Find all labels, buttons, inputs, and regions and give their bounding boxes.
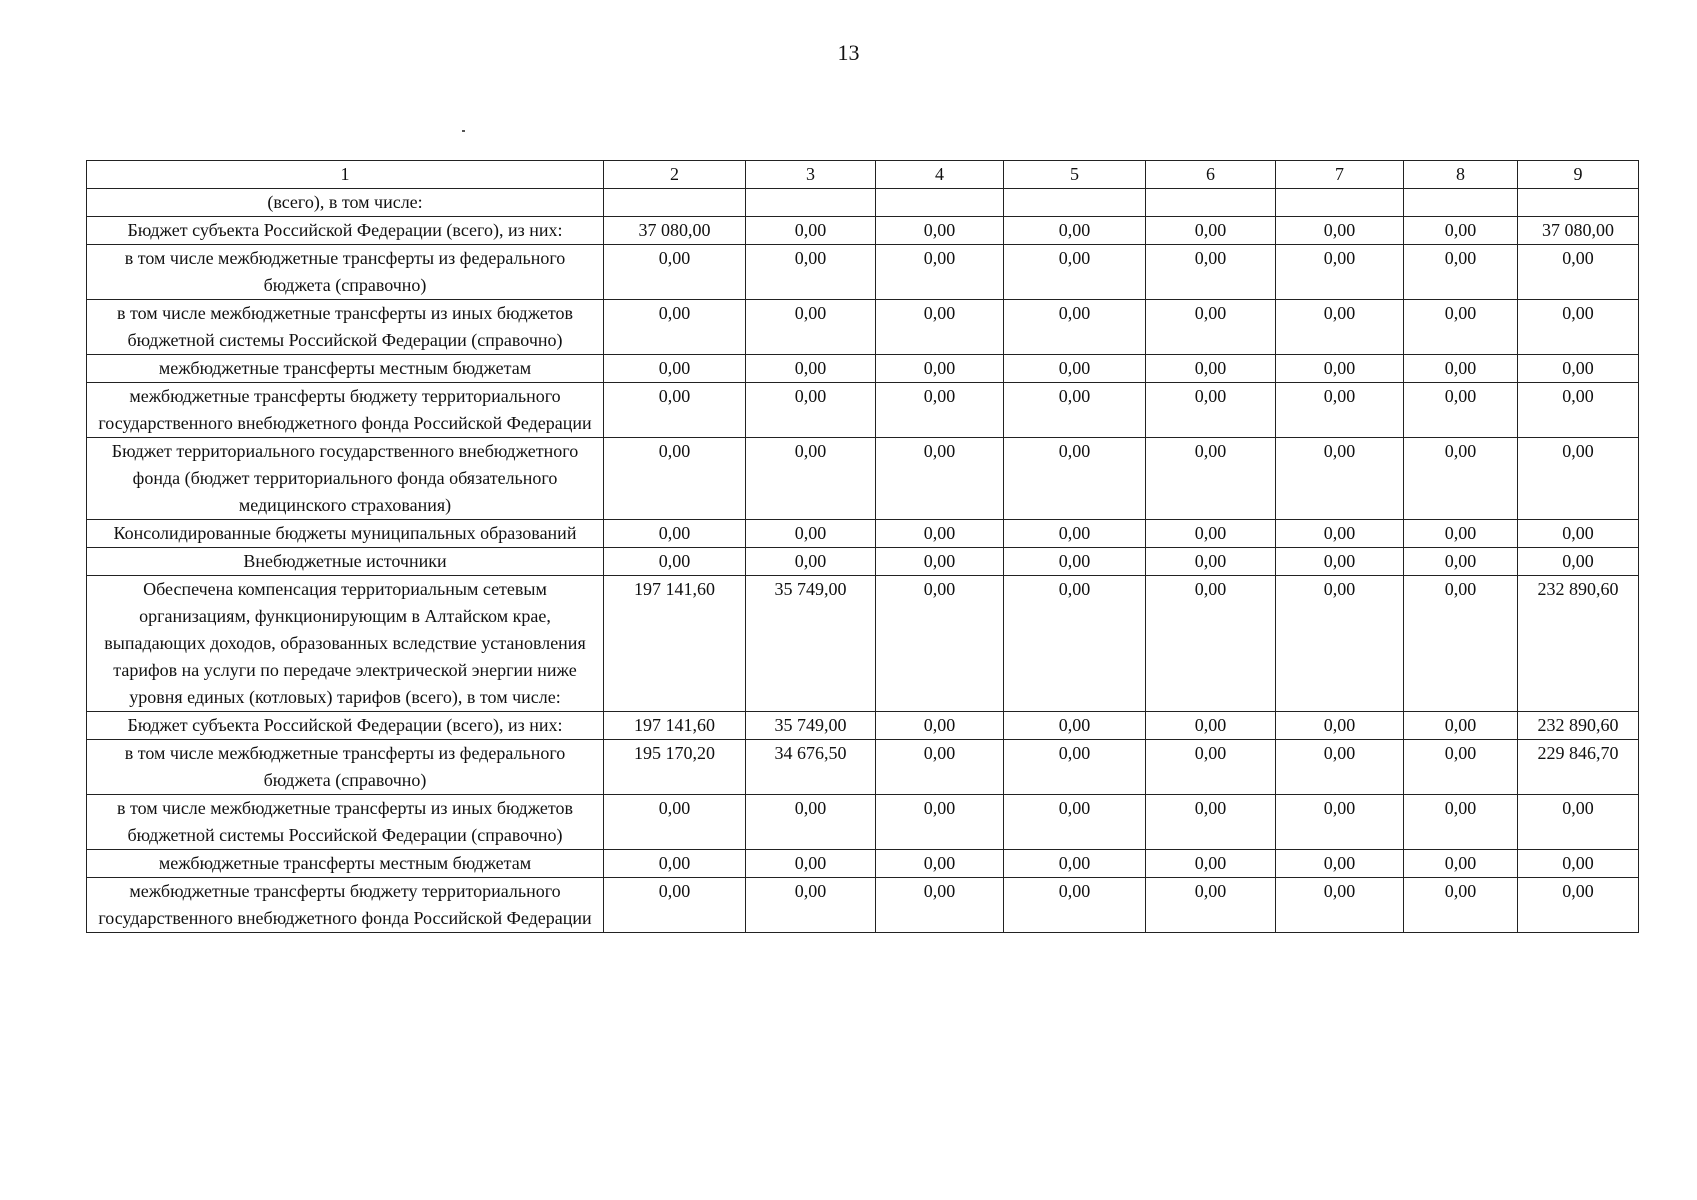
- row-label: Консолидированные бюджеты муниципальных образований: [87, 520, 604, 548]
- cell-col-7: 0,00: [1276, 438, 1404, 520]
- cell-col-9: 0,00: [1518, 355, 1639, 383]
- cell-col-9: 0,00: [1518, 245, 1639, 300]
- table-row: [87, 740, 1639, 795]
- column-header-5: 5: [1004, 161, 1146, 189]
- cell-col-3: 0,00: [746, 300, 876, 355]
- cell-col-6: 0,00: [1146, 740, 1276, 795]
- cell-col-3: 0,00: [746, 548, 876, 576]
- cell-col-3: 0,00: [746, 878, 876, 933]
- cell-col-2: 197 141,60: [604, 576, 746, 712]
- table-body: [87, 189, 1639, 933]
- cell-col-7: 0,00: [1276, 520, 1404, 548]
- row-label: Внебюджетные источники: [87, 548, 604, 576]
- cell-col-5: [1004, 189, 1146, 217]
- cell-col-2: 0,00: [604, 438, 746, 520]
- cell-col-9: 229 846,70: [1518, 740, 1639, 795]
- cell-col-6: 0,00: [1146, 878, 1276, 933]
- cell-col-6: 0,00: [1146, 712, 1276, 740]
- column-header-1: 1: [87, 161, 604, 189]
- cell-col-6: 0,00: [1146, 438, 1276, 520]
- cell-col-5: 0,00: [1004, 438, 1146, 520]
- row-label: в том числе межбюджетные трансферты из федерального бюджета (справочно): [87, 740, 604, 795]
- cell-col-2: 0,00: [604, 383, 746, 438]
- cell-col-3: 35 749,00: [746, 712, 876, 740]
- cell-col-3: [746, 189, 876, 217]
- table-row: [87, 520, 1639, 548]
- cell-col-5: 0,00: [1004, 355, 1146, 383]
- cell-col-4: 0,00: [876, 438, 1004, 520]
- cell-col-4: [876, 189, 1004, 217]
- column-header-3: 3: [746, 161, 876, 189]
- cell-col-8: 0,00: [1404, 300, 1518, 355]
- cell-col-4: 0,00: [876, 548, 1004, 576]
- cell-col-7: 0,00: [1276, 245, 1404, 300]
- cell-col-6: 0,00: [1146, 217, 1276, 245]
- cell-col-4: 0,00: [876, 520, 1004, 548]
- cell-col-8: 0,00: [1404, 795, 1518, 850]
- table-row: [87, 300, 1639, 355]
- cell-col-7: 0,00: [1276, 740, 1404, 795]
- cell-col-5: 0,00: [1004, 383, 1146, 438]
- cell-col-6: 0,00: [1146, 245, 1276, 300]
- column-header-9: 9: [1518, 161, 1639, 189]
- table-row: [87, 217, 1639, 245]
- cell-col-2: 37 080,00: [604, 217, 746, 245]
- cell-col-8: 0,00: [1404, 878, 1518, 933]
- cell-col-7: 0,00: [1276, 878, 1404, 933]
- cell-col-4: 0,00: [876, 576, 1004, 712]
- column-header-7: 7: [1276, 161, 1404, 189]
- cell-col-6: 0,00: [1146, 520, 1276, 548]
- cell-col-9: 232 890,60: [1518, 576, 1639, 712]
- cell-col-8: 0,00: [1404, 438, 1518, 520]
- row-label: в том числе межбюджетные трансферты из федерального бюджета (справочно): [87, 245, 604, 300]
- column-header-2: 2: [604, 161, 746, 189]
- row-label: межбюджетные трансферты местным бюджетам: [87, 850, 604, 878]
- cell-col-9: 0,00: [1518, 438, 1639, 520]
- cell-col-5: 0,00: [1004, 712, 1146, 740]
- cell-col-4: 0,00: [876, 383, 1004, 438]
- cell-col-8: 0,00: [1404, 217, 1518, 245]
- cell-col-3: 0,00: [746, 438, 876, 520]
- row-label: в том числе межбюджетные трансферты из иных бюджетов бюджетной системы Российской Федерации (справочно): [87, 300, 604, 355]
- cell-col-7: 0,00: [1276, 850, 1404, 878]
- cell-col-2: 0,00: [604, 795, 746, 850]
- cell-col-5: 0,00: [1004, 740, 1146, 795]
- cell-col-8: 0,00: [1404, 383, 1518, 438]
- column-header-4: 4: [876, 161, 1004, 189]
- cell-col-5: 0,00: [1004, 300, 1146, 355]
- cell-col-5: 0,00: [1004, 795, 1146, 850]
- column-header-8: 8: [1404, 161, 1518, 189]
- cell-col-8: 0,00: [1404, 712, 1518, 740]
- cell-col-9: 0,00: [1518, 795, 1639, 850]
- cell-col-7: 0,00: [1276, 355, 1404, 383]
- cell-col-3: 0,00: [746, 217, 876, 245]
- row-label: Обеспечена компенсация территориальным сетевым организациям, функционирующим в Алтайском крае, выпадающих доходов, образованных вследствие установления тарифов на услуги по передаче электрической энергии ниже уровня единых (котловых) тарифов (всего), в том числе:: [87, 576, 604, 712]
- cell-col-7: [1276, 189, 1404, 217]
- cell-col-9: 232 890,60: [1518, 712, 1639, 740]
- row-label: межбюджетные трансферты бюджету территориального государственного внебюджетного фонда Российской Федерации: [87, 383, 604, 438]
- cell-col-4: 0,00: [876, 850, 1004, 878]
- column-header-6: 6: [1146, 161, 1276, 189]
- cell-col-7: 0,00: [1276, 795, 1404, 850]
- cell-col-7: 0,00: [1276, 300, 1404, 355]
- cell-col-7: 0,00: [1276, 712, 1404, 740]
- cell-col-9: [1518, 189, 1639, 217]
- cell-col-3: 0,00: [746, 245, 876, 300]
- table-row: [87, 850, 1639, 878]
- row-label: межбюджетные трансферты бюджету территориального государственного внебюджетного фонда Российской Федерации: [87, 878, 604, 933]
- cell-col-3: 34 676,50: [746, 740, 876, 795]
- scan-speck: [462, 130, 465, 132]
- table-row: [87, 189, 1639, 217]
- cell-col-6: 0,00: [1146, 548, 1276, 576]
- cell-col-7: 0,00: [1276, 217, 1404, 245]
- cell-col-4: 0,00: [876, 795, 1004, 850]
- row-label: в том числе межбюджетные трансферты из иных бюджетов бюджетной системы Российской Федерации (справочно): [87, 795, 604, 850]
- cell-col-4: 0,00: [876, 355, 1004, 383]
- cell-col-8: [1404, 189, 1518, 217]
- cell-col-4: 0,00: [876, 245, 1004, 300]
- cell-col-7: 0,00: [1276, 383, 1404, 438]
- cell-col-8: 0,00: [1404, 740, 1518, 795]
- cell-col-6: 0,00: [1146, 383, 1276, 438]
- cell-col-6: 0,00: [1146, 850, 1276, 878]
- table-row: [87, 576, 1639, 712]
- cell-col-7: 0,00: [1276, 576, 1404, 712]
- row-label: Бюджет территориального государственного внебюджетного фонда (бюджет территориального фонда обязательного медицинского страхования): [87, 438, 604, 520]
- table-row: [87, 383, 1639, 438]
- cell-col-8: 0,00: [1404, 355, 1518, 383]
- cell-col-5: 0,00: [1004, 850, 1146, 878]
- table-row: [87, 795, 1639, 850]
- cell-col-7: 0,00: [1276, 548, 1404, 576]
- cell-col-2: 0,00: [604, 245, 746, 300]
- cell-col-9: 37 080,00: [1518, 217, 1639, 245]
- cell-col-3: 0,00: [746, 795, 876, 850]
- cell-col-2: 0,00: [604, 355, 746, 383]
- budget-table: [86, 160, 1639, 933]
- cell-col-9: 0,00: [1518, 520, 1639, 548]
- cell-col-9: 0,00: [1518, 850, 1639, 878]
- cell-col-4: 0,00: [876, 300, 1004, 355]
- cell-col-9: 0,00: [1518, 300, 1639, 355]
- cell-col-8: 0,00: [1404, 520, 1518, 548]
- table-row: [87, 548, 1639, 576]
- cell-col-6: 0,00: [1146, 355, 1276, 383]
- cell-col-5: 0,00: [1004, 548, 1146, 576]
- cell-col-6: [1146, 189, 1276, 217]
- cell-col-4: 0,00: [876, 217, 1004, 245]
- cell-col-2: 0,00: [604, 300, 746, 355]
- cell-col-4: 0,00: [876, 878, 1004, 933]
- cell-col-8: 0,00: [1404, 850, 1518, 878]
- cell-col-2: 0,00: [604, 850, 746, 878]
- cell-col-5: 0,00: [1004, 520, 1146, 548]
- row-label: (всего), в том числе:: [87, 189, 604, 217]
- cell-col-3: 0,00: [746, 355, 876, 383]
- cell-col-3: 0,00: [746, 520, 876, 548]
- cell-col-4: 0,00: [876, 740, 1004, 795]
- header-row: [87, 161, 1639, 189]
- cell-col-8: 0,00: [1404, 576, 1518, 712]
- cell-col-3: 35 749,00: [746, 576, 876, 712]
- table-header: [87, 161, 1639, 189]
- cell-col-2: 0,00: [604, 878, 746, 933]
- cell-col-2: [604, 189, 746, 217]
- cell-col-8: 0,00: [1404, 548, 1518, 576]
- cell-col-6: 0,00: [1146, 300, 1276, 355]
- cell-col-8: 0,00: [1404, 245, 1518, 300]
- row-label: Бюджет субъекта Российской Федерации (всего), из них:: [87, 712, 604, 740]
- table-row: [87, 712, 1639, 740]
- row-label: Бюджет субъекта Российской Федерации (всего), из них:: [87, 217, 604, 245]
- table-row: [87, 355, 1639, 383]
- page-number: 13: [837, 40, 860, 65]
- row-label: межбюджетные трансферты местным бюджетам: [87, 355, 604, 383]
- cell-col-3: 0,00: [746, 850, 876, 878]
- table-row: [87, 438, 1639, 520]
- cell-col-9: 0,00: [1518, 878, 1639, 933]
- cell-col-9: 0,00: [1518, 548, 1639, 576]
- table-row: [87, 245, 1639, 300]
- cell-col-2: 0,00: [604, 548, 746, 576]
- cell-col-5: 0,00: [1004, 245, 1146, 300]
- cell-col-6: 0,00: [1146, 795, 1276, 850]
- cell-col-5: 0,00: [1004, 217, 1146, 245]
- cell-col-3: 0,00: [746, 383, 876, 438]
- cell-col-9: 0,00: [1518, 383, 1639, 438]
- cell-col-6: 0,00: [1146, 576, 1276, 712]
- table-row: [87, 878, 1639, 933]
- cell-col-2: 0,00: [604, 520, 746, 548]
- cell-col-2: 197 141,60: [604, 712, 746, 740]
- cell-col-5: 0,00: [1004, 576, 1146, 712]
- cell-col-4: 0,00: [876, 712, 1004, 740]
- cell-col-2: 195 170,20: [604, 740, 746, 795]
- cell-col-5: 0,00: [1004, 878, 1146, 933]
